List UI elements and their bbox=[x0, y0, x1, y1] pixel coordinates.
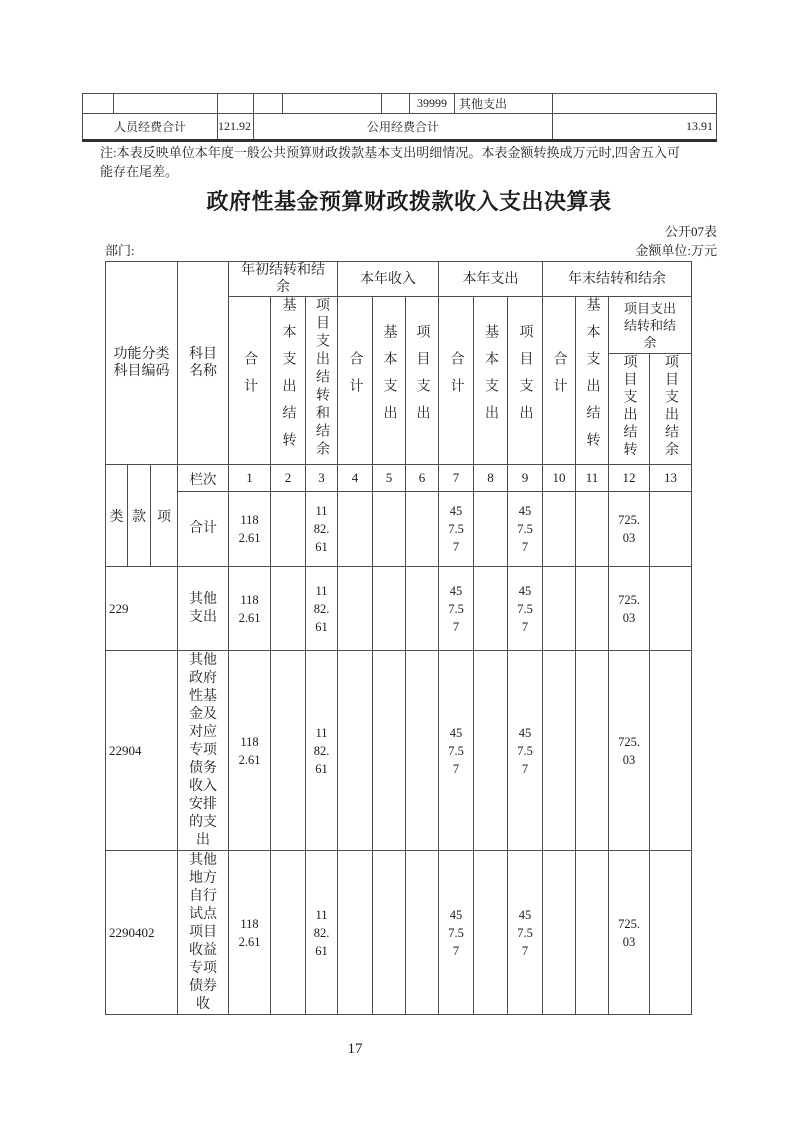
value-cell: 1182.61 bbox=[229, 851, 271, 1015]
value-cell bbox=[650, 851, 692, 1015]
vertical-label: 项目支出 bbox=[414, 324, 430, 432]
public-total-label: 公用经费合计 bbox=[254, 114, 553, 141]
empty-cell bbox=[283, 94, 382, 114]
value-cell bbox=[543, 851, 576, 1015]
column-index-label: 栏次 bbox=[178, 465, 229, 492]
vertical-label: 合计 bbox=[242, 351, 258, 405]
row-code: 22904 bbox=[106, 651, 178, 851]
value-cell: 1182.61 bbox=[229, 492, 271, 567]
table-meta-row bbox=[105, 240, 717, 259]
value-cell bbox=[474, 851, 508, 1015]
header-g3-project bbox=[508, 297, 543, 465]
empty-cell bbox=[382, 94, 410, 114]
department-label: 部门: bbox=[105, 243, 135, 258]
header-g3-total bbox=[439, 297, 474, 465]
row-code: 229 bbox=[106, 567, 178, 651]
row-name: 其他支出 bbox=[178, 567, 229, 651]
vertical-label: 基本支出结转 bbox=[280, 297, 296, 459]
value-cell: 457.57 bbox=[508, 567, 543, 651]
value-cell: 457.57 bbox=[439, 851, 474, 1015]
header-group-year-begin-balance: 年初结转和结余 bbox=[229, 262, 338, 297]
vertical-label: 项目支出结转 bbox=[621, 354, 637, 459]
value-cell: 1182.61 bbox=[306, 492, 338, 567]
column-index-row bbox=[106, 465, 692, 492]
value-cell bbox=[338, 851, 373, 1015]
value-cell bbox=[271, 651, 306, 851]
value-cell: 457.57 bbox=[508, 492, 543, 567]
header-g2-total bbox=[338, 297, 373, 465]
header-g4-basic-carryover bbox=[576, 297, 609, 465]
vertical-label: 项目支出结余 bbox=[663, 354, 679, 459]
vertical-label: 基本支出 bbox=[483, 324, 499, 432]
header-g4-total bbox=[543, 297, 576, 465]
column-number: 2 bbox=[271, 465, 306, 492]
value-cell bbox=[576, 651, 609, 851]
value-cell bbox=[373, 651, 406, 851]
header-group-year-end-balance: 年末结转和结余 bbox=[543, 262, 692, 297]
value-cell bbox=[406, 492, 439, 567]
value-cell bbox=[650, 492, 692, 567]
header-group-current-year-income: 本年收入 bbox=[338, 262, 439, 297]
header-g1-total bbox=[229, 297, 271, 465]
value-cell: 1182.61 bbox=[229, 567, 271, 651]
value-cell bbox=[576, 492, 609, 567]
value-cell bbox=[338, 567, 373, 651]
fund-budget-final-accounts-table bbox=[105, 261, 692, 1015]
value-cell bbox=[406, 651, 439, 851]
row-name: 其他地方自行试点项目收益专项债券收 bbox=[178, 851, 229, 1015]
column-number: 11 bbox=[576, 465, 609, 492]
vertical-label: 合计 bbox=[347, 351, 363, 405]
code-part-class: 类 bbox=[106, 465, 128, 567]
vertical-label: 项目支出 bbox=[517, 324, 533, 432]
column-number: 8 bbox=[474, 465, 508, 492]
column-number: 7 bbox=[439, 465, 474, 492]
value-cell bbox=[373, 851, 406, 1015]
column-number: 4 bbox=[338, 465, 373, 492]
public-table-number: 公开07表 bbox=[664, 224, 717, 239]
value-cell: 725.03 bbox=[609, 851, 650, 1015]
personnel-total-value: 121.92 bbox=[218, 114, 254, 141]
public-total-value: 13.91 bbox=[553, 114, 717, 141]
header-g2-basic bbox=[373, 297, 406, 465]
header-g1-project-carryover-balance bbox=[306, 297, 338, 465]
value-cell bbox=[271, 492, 306, 567]
row-name: 合计 bbox=[178, 492, 229, 567]
column-number: 1 bbox=[229, 465, 271, 492]
header-g1-basic-carryover bbox=[271, 297, 306, 465]
value-cell bbox=[474, 492, 508, 567]
value-cell bbox=[576, 567, 609, 651]
empty-cell bbox=[218, 94, 254, 114]
vertical-label: 基本支出结转 bbox=[584, 297, 600, 459]
vertical-label: 基本支出 bbox=[381, 324, 397, 432]
value-cell bbox=[406, 567, 439, 651]
subject-code-cell: 39999 bbox=[410, 94, 455, 114]
column-number: 12 bbox=[609, 465, 650, 492]
column-number: 6 bbox=[406, 465, 439, 492]
value-cell bbox=[543, 492, 576, 567]
basic-expenditure-table-fragment bbox=[82, 93, 717, 142]
column-number: 10 bbox=[543, 465, 576, 492]
vertical-label: 项目支出结转和结余 bbox=[314, 297, 330, 459]
table-row-total bbox=[106, 492, 692, 567]
value-cell: 725.03 bbox=[609, 567, 650, 651]
empty-cell bbox=[114, 94, 218, 114]
column-number: 3 bbox=[306, 465, 338, 492]
value-cell bbox=[271, 851, 306, 1015]
value-cell: 1182.61 bbox=[306, 851, 338, 1015]
value-cell: 725.03 bbox=[609, 651, 650, 851]
value-cell bbox=[271, 567, 306, 651]
value-cell bbox=[373, 492, 406, 567]
value-cell: 457.57 bbox=[439, 492, 474, 567]
value-cell bbox=[650, 567, 692, 651]
personnel-total-label: 人员经费合计 bbox=[83, 114, 218, 141]
value-cell: 725.03 bbox=[609, 492, 650, 567]
table-row bbox=[83, 114, 717, 141]
value-cell: 1182.61 bbox=[306, 651, 338, 851]
empty-cell bbox=[553, 94, 717, 114]
header-g4-project-balance bbox=[650, 354, 692, 465]
value-cell bbox=[576, 851, 609, 1015]
code-part-item: 项 bbox=[151, 465, 178, 567]
value-cell bbox=[474, 651, 508, 851]
row-code: 2290402 bbox=[106, 851, 178, 1015]
value-cell: 457.57 bbox=[439, 651, 474, 851]
empty-cell bbox=[254, 94, 283, 114]
column-number: 13 bbox=[650, 465, 692, 492]
value-cell bbox=[543, 567, 576, 651]
page-number: 17 bbox=[347, 1041, 363, 1057]
value-cell bbox=[338, 651, 373, 851]
value-cell: 457.57 bbox=[439, 567, 474, 651]
header-g4-subgroup-project-carryover-balance: 项目支出结转和结余 bbox=[609, 297, 692, 354]
header-g3-basic bbox=[474, 297, 508, 465]
table-row-22904 bbox=[106, 651, 692, 851]
value-cell bbox=[474, 567, 508, 651]
header-g2-project bbox=[406, 297, 439, 465]
value-cell bbox=[543, 651, 576, 851]
vertical-label: 合计 bbox=[448, 351, 464, 405]
table-row-2290402 bbox=[106, 851, 692, 1015]
table-row-229 bbox=[106, 567, 692, 651]
header-group-current-year-expenditure: 本年支出 bbox=[439, 262, 543, 297]
value-cell: 457.57 bbox=[508, 651, 543, 851]
header-function-code: 功能分类科目编码 bbox=[106, 262, 178, 465]
row-name: 其他政府性基金及对应专项债务收入安排的支出 bbox=[178, 651, 229, 851]
page-title: 政府性基金预算财政拨款收入支出决算表 bbox=[206, 189, 612, 214]
table-note: 注:本表反映单位本年度一般公共预算财政拨款基本支出明细情况。本表金额转换成万元时,四舍五入可能存在尾差。 bbox=[100, 145, 680, 179]
value-cell bbox=[406, 851, 439, 1015]
table-row bbox=[83, 94, 717, 114]
code-part-section: 款 bbox=[128, 465, 151, 567]
amount-unit-label: 金额单位:万元 bbox=[635, 243, 717, 258]
empty-cell bbox=[83, 94, 114, 114]
value-cell: 1182.61 bbox=[306, 567, 338, 651]
value-cell bbox=[338, 492, 373, 567]
column-number: 9 bbox=[508, 465, 543, 492]
header-g4-project-carryover bbox=[609, 354, 650, 465]
header-subject-name: 科目名称 bbox=[178, 262, 229, 465]
value-cell bbox=[650, 651, 692, 851]
subject-name-cell: 其他支出 bbox=[455, 94, 553, 114]
header-row-groups bbox=[106, 262, 692, 297]
column-number: 5 bbox=[373, 465, 406, 492]
vertical-label: 合计 bbox=[551, 351, 567, 405]
value-cell: 1182.61 bbox=[229, 651, 271, 851]
value-cell: 457.57 bbox=[508, 851, 543, 1015]
value-cell bbox=[373, 567, 406, 651]
